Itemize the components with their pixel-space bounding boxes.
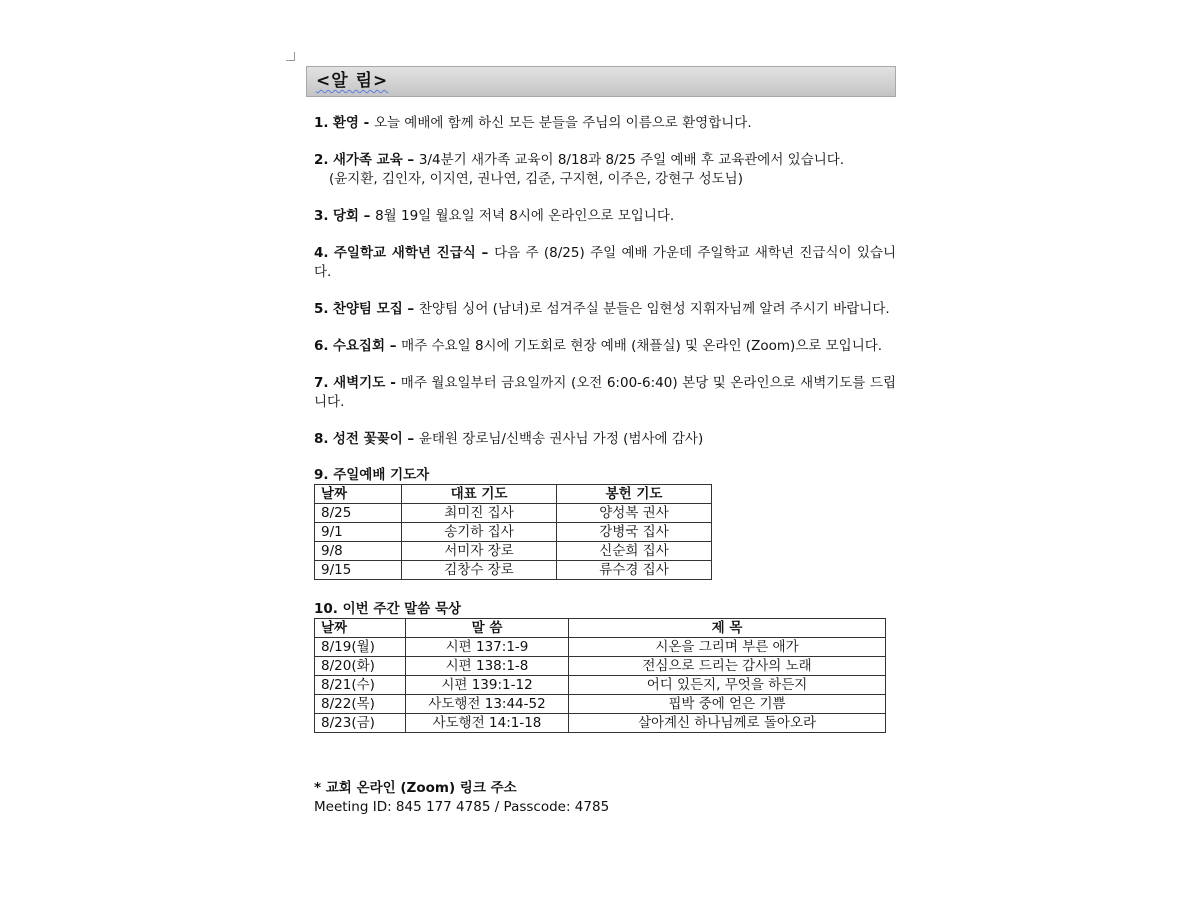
item-number: 6. [314, 338, 329, 354]
item-separator: – [402, 431, 419, 447]
table-cell: 8/20(화) [315, 657, 406, 676]
item-text: 찬양팀 싱어 (남녀)로 섬겨주실 분들은 임현성 지휘자님께 알려 주시기 바랍니다. [418, 301, 890, 317]
prayer-table-title: 9. 주일예배 기도자 [314, 467, 430, 483]
item-text: 매주 월요일부터 금요일까지 (오전 6:00-6:40) 본당 및 온라인으로 새벽기도를 드립니다. [314, 375, 896, 410]
table-cell: 시편 137:1-9 [406, 638, 569, 657]
meditation-table-row [315, 714, 886, 733]
announcement-item [314, 151, 896, 189]
item-subtext: (윤지환, 김인자, 이지연, 권나연, 김준, 구지현, 이주은, 강현구 성도님) [329, 171, 743, 187]
item-number: 7. [314, 375, 329, 391]
item-heading: 주일학교 새학년 진급식 [333, 245, 476, 261]
item-text: 오늘 예배에 함께 하신 모든 분들을 주님의 이름으로 환영합니다. [373, 115, 752, 131]
table-cell: 8/21(수) [315, 676, 406, 695]
meditation-table-row [315, 695, 886, 714]
announcement-item [314, 114, 896, 133]
table-cell: 사도행전 13:44-52 [406, 695, 569, 714]
meditation-table-row [315, 657, 886, 676]
item-text: 매주 수요일 8시에 기도회로 현장 예배 (채플실) 및 온라인 (Zoom)으로 모입니다. [401, 338, 883, 354]
table-cell: 8/23(금) [315, 714, 406, 733]
meditation-table-row [315, 676, 886, 695]
announcement-item [314, 374, 896, 412]
table-cell: 살아계신 하나님께로 돌아오라 [569, 714, 886, 733]
prayer-table-row [315, 504, 712, 523]
announcement-item [314, 244, 896, 282]
table-cell: 어디 있든지, 무엇을 하든지 [569, 676, 886, 695]
item-number: 4. [314, 245, 329, 261]
table-cell: 최미진 집사 [402, 504, 557, 523]
meditation-table-title: 10. 이번 주간 말씀 묵상 [314, 601, 462, 617]
prayer-table-row [315, 542, 712, 561]
prayer-table-row [315, 523, 712, 542]
header-representative-prayer: 대표 기도 [402, 485, 557, 504]
table-cell: 사도행전 14:1-18 [406, 714, 569, 733]
item-heading: 당회 [332, 208, 359, 224]
title-bar [306, 66, 896, 97]
announcement-item [314, 300, 896, 319]
table-cell: 강병국 집사 [557, 523, 712, 542]
table-cell: 류수경 집사 [557, 561, 712, 580]
announcement-item [314, 337, 896, 356]
table-cell: 신순희 집사 [557, 542, 712, 561]
page-title: <알 림> [316, 71, 389, 91]
item-heading: 수요집회 [332, 338, 385, 354]
item-separator: – [402, 152, 419, 168]
item-heading: 새벽기도 [333, 375, 386, 391]
table-cell: 핍박 중에 얻은 기쁨 [569, 695, 886, 714]
item-heading: 성전 꽃꽂이 [332, 431, 403, 447]
announcement-list [314, 114, 896, 449]
item-heading: 찬양팀 모집 [332, 301, 403, 317]
item-separator: – [475, 245, 495, 261]
item-separator: – [358, 208, 376, 224]
table-cell: 서미자 장로 [402, 542, 557, 561]
item-text: 8월 19일 월요일 저녁 8시에 온라인으로 모입니다. [375, 208, 675, 224]
announcement-content [306, 114, 896, 817]
item-number: 8. [314, 431, 329, 447]
item-number: 1. [314, 115, 329, 131]
table-cell: 9/8 [315, 542, 402, 561]
table-cell: 송기하 집사 [402, 523, 557, 542]
header-date: 날짜 [315, 619, 406, 638]
table-cell: 9/1 [315, 523, 402, 542]
meditation-table-row [315, 638, 886, 657]
announcement-item [314, 207, 896, 226]
item-number: 3. [314, 208, 329, 224]
header-subject: 제 목 [569, 619, 886, 638]
table-cell: 8/25 [315, 504, 402, 523]
header-offering-prayer: 봉헌 기도 [557, 485, 712, 504]
table-cell: 전심으로 드리는 감사의 노래 [569, 657, 886, 676]
item-number: 2. [314, 152, 329, 168]
item-heading: 환영 [332, 115, 359, 131]
table-cell: 8/19(월) [315, 638, 406, 657]
announcement-page [306, 66, 896, 817]
item-text: 3/4분기 새가족 교육이 8/18과 8/25 주일 예배 후 교육관에서 있습니다. [418, 152, 845, 168]
zoom-info [314, 779, 896, 817]
table-cell: 9/15 [315, 561, 402, 580]
header-date: 날짜 [315, 485, 402, 504]
table-cell: 시편 138:1-8 [406, 657, 569, 676]
table-cell: 김창수 장로 [402, 561, 557, 580]
prayer-table-header [315, 485, 712, 504]
item-text: 윤태원 장로님/신백송 권사님 가정 (범사에 감사) [418, 431, 704, 447]
header-scripture: 말 씀 [406, 619, 569, 638]
table-cell: 시편 139:1-12 [406, 676, 569, 695]
item-separator: – [402, 301, 419, 317]
item-separator: - [358, 115, 374, 131]
item-separator: – [385, 338, 402, 354]
table-cell: 양성복 권사 [557, 504, 712, 523]
meditation-table [314, 618, 886, 733]
prayer-table-row [315, 561, 712, 580]
announcement-item [314, 430, 896, 449]
prayer-table [314, 484, 712, 580]
item-number: 5. [314, 301, 329, 317]
item-heading: 새가족 교육 [332, 152, 403, 168]
item-text: 다음 주 (8/25) 주일 예배 가운데 주일학교 새학년 진급식이 있습니다. [314, 245, 896, 280]
page-corner-mark [286, 52, 295, 61]
item-separator: - [385, 375, 401, 391]
table-cell: 8/22(목) [315, 695, 406, 714]
zoom-meeting-line: Meeting ID: 845 177 4785 / Passcode: 4785 [314, 799, 610, 815]
meditation-table-header [315, 619, 886, 638]
zoom-title: * 교회 온라인 (Zoom) 링크 주소 [314, 780, 517, 796]
table-cell: 시온을 그리며 부른 애가 [569, 638, 886, 657]
